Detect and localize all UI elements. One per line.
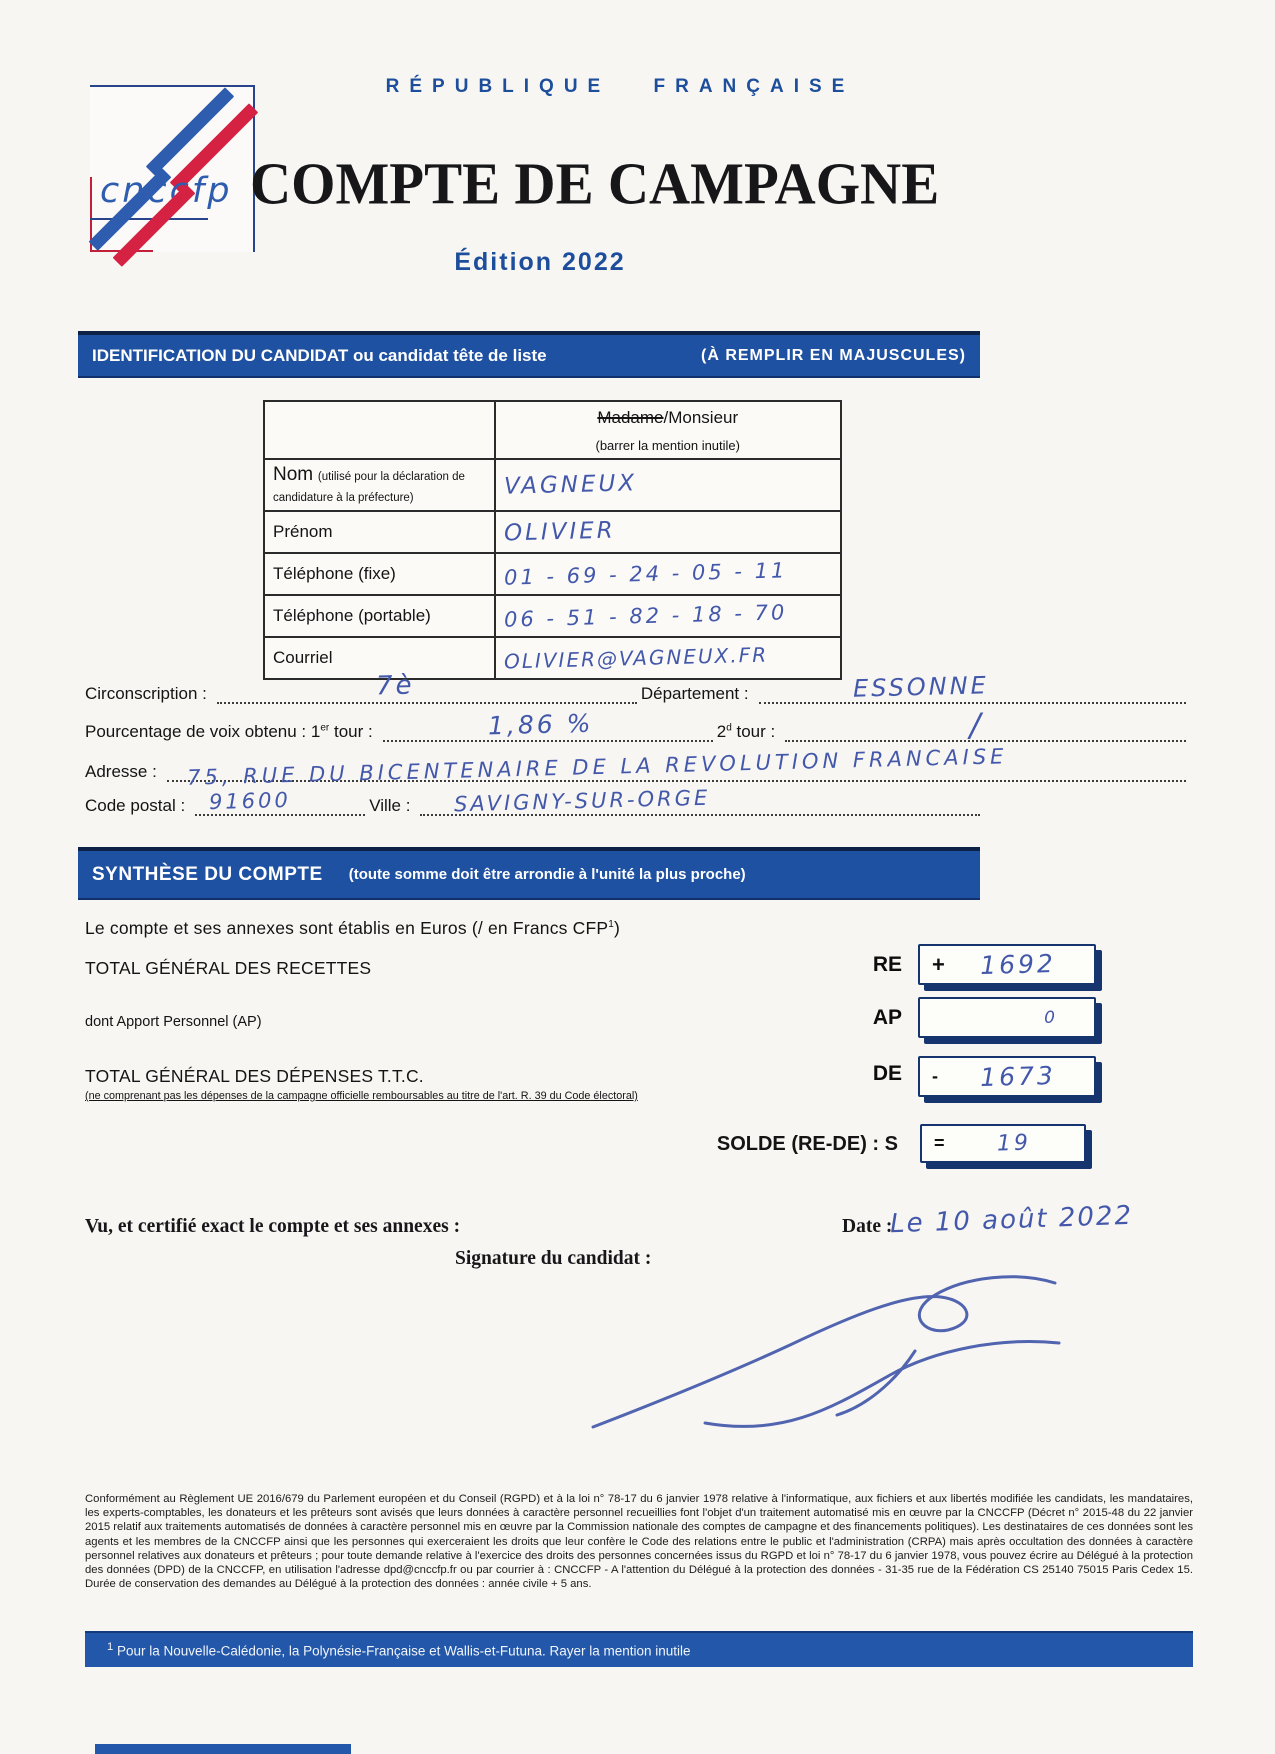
table-row <box>264 637 841 679</box>
identification-band-note: (À REMPLIR EN MAJUSCULES) <box>700 346 966 364</box>
code-postal-field[interactable] <box>195 787 365 816</box>
candidate-signature <box>585 1255 1075 1445</box>
handwritten-value: OLIVIER@VAGNEUX.FR <box>503 642 768 674</box>
civility-note: (barrer la mention inutile) <box>595 437 740 453</box>
field-label-prenom <box>264 511 495 553</box>
pourcentage-label: Pourcentage de voix obtenu : 1er tour : <box>85 722 373 741</box>
label-note: (utilisé pour la déclaration de candidature à la préfecture) <box>273 471 465 504</box>
next-section-band-edge <box>95 1744 351 1754</box>
handwritten-value: 7è <box>376 670 416 702</box>
adresse-field[interactable] <box>167 744 1186 790</box>
superscript: 1 <box>107 1641 114 1654</box>
empty-header-cell <box>264 401 495 459</box>
table-row <box>264 511 841 553</box>
label-text: Téléphone (portable) <box>273 606 431 625</box>
handwritten-value: 01 - 69 - 24 - 05 - 11 <box>503 558 788 590</box>
logo-wordmark: cnccfp <box>100 171 233 211</box>
logo-border-top <box>90 85 255 87</box>
label-text: Téléphone (fixe) <box>273 564 396 583</box>
identification-band-title: IDENTIFICATION DU CANDIDAT ou candidat tête de liste <box>92 345 547 365</box>
recettes-label: TOTAL GÉNÉRAL DES RECETTES <box>85 958 372 978</box>
footnote-band <box>85 1631 1193 1667</box>
apport-amount-box[interactable] <box>918 997 1096 1038</box>
table-row <box>264 553 841 595</box>
document-title: COMPTE DE CAMPAGNE <box>250 151 940 218</box>
date-label: Date : <box>842 1216 893 1237</box>
handwritten-value: 91600 <box>208 787 291 815</box>
civility-monsieur: /Monsieur <box>663 407 739 427</box>
field-value-telephone-fixe[interactable] <box>495 553 842 595</box>
depenses-note: (ne comprenant pas les dépenses de la campagne officielle remboursables au titre de l'art. R. 39 du Code électoral) <box>85 1090 638 1102</box>
equals-sign: = <box>934 1133 945 1153</box>
depenses-amount-box[interactable] <box>918 1056 1096 1097</box>
circonscription-field[interactable] <box>217 670 637 704</box>
ville-label: Ville : <box>369 796 411 815</box>
adresse-line <box>85 744 1190 790</box>
signature-label: Signature du candidat : <box>455 1248 652 1269</box>
handwritten-value: / <box>969 706 984 744</box>
synthese-section-band <box>78 847 980 900</box>
handwritten-value: VAGNEUX <box>503 470 637 500</box>
label-text: Nom <box>273 464 314 485</box>
field-label-telephone-fixe <box>264 553 495 595</box>
table-row <box>264 459 841 511</box>
label-text: Prénom <box>273 522 333 541</box>
superscript: d <box>726 722 732 734</box>
solde-amount-box[interactable] <box>920 1124 1086 1163</box>
code-postal-line <box>85 785 1190 817</box>
rgpd-legal-paragraph: Conformément au Règlement UE 2016/679 du Parlement européen et du Conseil (RGPD) et à la loi n° 78-17 du 6 janvier 1978 relative à l'informatique, aux fichiers et aux libertés modifiée les candidats, les mandataires, les experts-comptables, les donateurs et les prêteurs sont avisés que leurs données à caractère personnel recueillies font l'objet d'un traitement automatisé mis en œuvre par la CNCCFP (Décret n° 2015-48 du 22 janvier 2015 relatif aux traitements automatisés de données à caractère personnel mis en œuvre par la Commission nationale des comptes de campagne et des financements politiques). Les destinataires de ces données sont les agents et les membres de la CNCCFP ainsi que les personnes qui exerceraient les droits que leur confère le Code des relations entre le public et l'administration (CRPA) mais après occultation des données à caractère personnel relatives aux donateurs et prêteurs ; pour toute demande relative à l'exercice des droits des personnes concernées issus du RGPD et loi n° 78-17 du 6 janvier 1978, vous pouvez écrire au Délégué à la protection des données (DPD) de la CNCCFP, en utilisation l'adresse dpd@cnccfp.fr ou par courrier à : CNCCFP - A l'attention du Délégué à la protection des données - 31-35 rue de la Fédération CS 25140 75015 Paris Cedex 15. Durée de conservation des demandes au Délégué à la protection des données : année civile + 5 ans. <box>85 1493 1193 1591</box>
identification-section-band <box>78 331 980 378</box>
field-value-nom[interactable] <box>495 459 842 511</box>
depenses-label: TOTAL GÉNÉRAL DES DÉPENSES T.T.C. <box>85 1066 424 1086</box>
circonscription-line <box>85 670 1190 704</box>
synthese-band-note: (toute somme doit être arrondie à l'unité la plus proche) <box>348 866 746 883</box>
field-label-nom <box>264 459 495 511</box>
plus-sign: + <box>932 951 945 977</box>
edition-label: Édition 2022 <box>454 248 626 276</box>
code-postal-label: Code postal : <box>85 796 186 815</box>
tour1-field[interactable] <box>383 708 713 742</box>
handwritten-value: 1673 <box>979 1061 1057 1092</box>
certify-statement: Vu, et certifié exact le compte et ses annexes : <box>85 1216 461 1237</box>
candidate-identification-table <box>263 400 842 680</box>
handwritten-value: 0 <box>1044 1007 1058 1028</box>
footnote-text: $^1$ Pour la Nouvelle-Calédonie, la Polynésie-Française et Wallis-et-Futuna. Rayer la mention inutile <box>107 1641 691 1659</box>
recettes-amount-box[interactable] <box>918 944 1096 985</box>
field-label-telephone-portable <box>264 595 495 637</box>
solde-label: SOLDE (RE-DE) : S <box>716 1133 898 1155</box>
handwritten-value: 1,86 % <box>487 708 595 741</box>
superscript: 1 <box>608 919 615 931</box>
euros-intro: Le compte et ses annexes sont établis en Euros (/ en Francs CFP$^1$) <box>85 918 621 938</box>
signature-stroke <box>705 1342 1059 1427</box>
depenses-code: DE <box>872 1062 902 1085</box>
handwritten-value: SAVIGNY-SUR-ORGE <box>453 785 711 817</box>
civility-cell[interactable] <box>495 401 842 459</box>
circonscription-label: Circonscription : <box>85 684 207 703</box>
tour2-label: 2$^d$ tour : <box>716 722 776 741</box>
label-text: Courriel <box>273 648 333 667</box>
field-value-telephone-portable[interactable] <box>495 595 842 637</box>
ville-field[interactable] <box>420 785 980 817</box>
apport-label: dont Apport Personnel (AP) <box>85 1014 262 1030</box>
tour2-field[interactable] <box>785 706 1186 744</box>
signature-stroke <box>593 1277 1055 1427</box>
handwritten-date[interactable]: Le 10 août 2022 <box>889 1200 1134 1240</box>
table-row <box>264 401 841 459</box>
adresse-label: Adresse : <box>85 762 157 781</box>
handwritten-value: ESSONNE <box>852 671 989 703</box>
superscript: er <box>320 722 330 734</box>
minus-sign: - <box>932 1066 938 1086</box>
republique-francaise-heading: RÉPUBLIQUE FRANÇAISE <box>385 76 855 97</box>
civility-madame-struck: Madame <box>597 407 664 427</box>
handwritten-value: 06 - 51 - 82 - 18 - 70 <box>503 600 788 632</box>
recettes-code: RE <box>872 953 902 976</box>
apport-code: AP <box>872 1006 902 1029</box>
departement-field[interactable] <box>759 671 1186 704</box>
handwritten-value: 75, RUE DU BICENTENAIRE DE LA REVOLUTION FRANCAISE <box>187 744 1008 790</box>
pourcentage-line <box>85 706 1190 744</box>
departement-label: Département : <box>640 684 749 703</box>
table-row <box>264 595 841 637</box>
cnccfp-logo <box>90 85 255 252</box>
field-value-prenom[interactable] <box>495 511 842 553</box>
field-value-courriel[interactable] <box>495 637 842 679</box>
handwritten-value: 1692 <box>979 949 1057 980</box>
handwritten-value: OLIVIER <box>503 517 616 547</box>
synthese-band-title: SYNTHÈSE DU COMPTE <box>92 863 323 885</box>
handwritten-value: 19 <box>996 1130 1032 1157</box>
